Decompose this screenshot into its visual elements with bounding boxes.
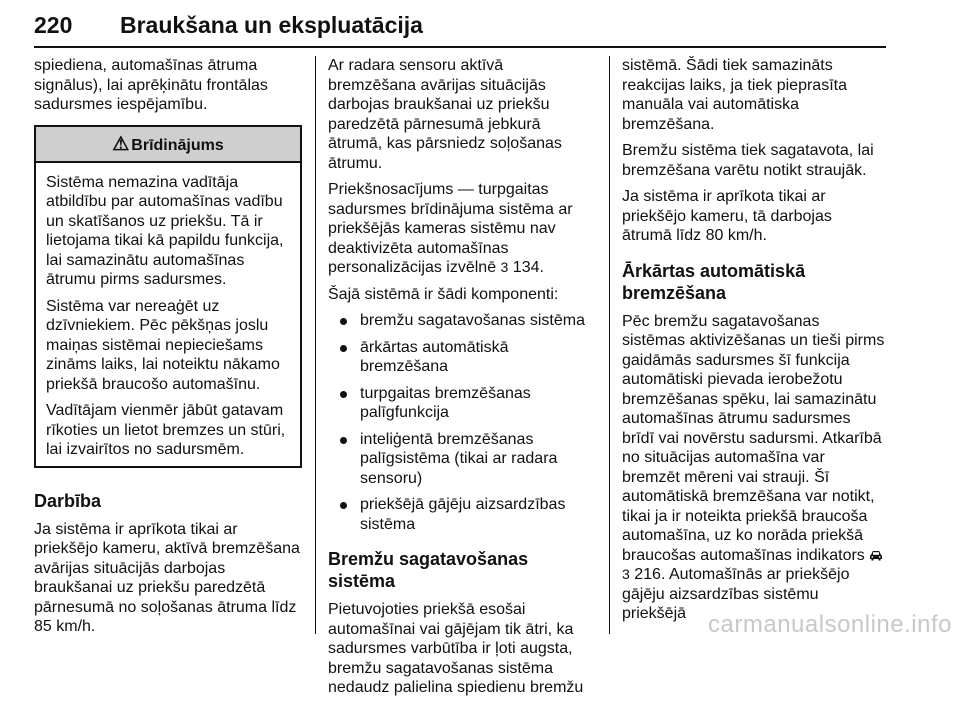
operation-paragraph: Ja sistēma ir aprīkota tikai ar priekšējo kameru, aktīvā bremzēšana avārijas situācijās darbojas braukšanai uz priekšu paredzētā pārnesumā no soļošanas ātruma līdz 85 km/h. (34, 520, 300, 635)
brake-prep-paragraph: Pietuvojoties priekšā esošai automašīnai vai gājējam tik ātri, ka sadursmes varbūtība ir ļoti augsta, bremžu sagatavošanas sistēma nedaudz palielina spiedienu bremžu (328, 601, 584, 696)
brake-ready-paragraph: Bremžu sistēma tiek sagatavota, lai bremzēšana varētu notikt straujāk. (622, 142, 874, 179)
column-divider (315, 56, 316, 634)
list-item: ārkārtas automātiskā bremzēšana (328, 338, 590, 377)
list-item: turpgaitas bremzēšanas palīgfunkcija (328, 384, 590, 423)
list-item: inteliģentā bremzēšanas palīgsistēma (tikai ar radara sensoru) (328, 430, 590, 489)
components-intro: Šajā sistēmā ir šādi komponenti: (328, 285, 559, 303)
radar-paragraph: Ar radara sensoru aktīvā bremzēšana avārijas situācijās darbojas braukšanai uz priekšu paredzētā pārnesumā jebkurā ātrumā, kas pārsniedz soļošanas ātrumu. (328, 57, 562, 172)
warning-title: Brīdinājums (131, 136, 224, 154)
prerequisite-paragraph (328, 180, 590, 278)
section-heading-brake-prep: Bremžu sagatavošanas sistēma (328, 549, 529, 591)
speed-limit-paragraph: Ja sistēma ir aprīkota tikai ar priekšējo kameru, tā darbojas ātrumā līdz 80 km/h. (622, 188, 832, 244)
warning-paragraph: Sistēma var nereaģēt uz dzīvniekiem. Pēc pēkšņas joslu maiņas sistēmai nepieciešams zināms laiks, lai noteiktu nākamo priekšā braucošo automašīnu. (46, 297, 280, 393)
warning-body (36, 163, 300, 466)
emergency-text-continued: 216. Automašīnās ar priekšējo gājēju aizsardzības sistēmu priekšējā (622, 566, 850, 622)
page-header (34, 6, 886, 48)
page-ref[interactable]: 134. (512, 259, 544, 276)
components-list (328, 311, 590, 534)
emergency-braking-paragraph (622, 312, 886, 624)
warning-box (34, 125, 302, 468)
vehicle-ahead-icon (869, 550, 883, 561)
section-heading-operation: Darbība (34, 490, 102, 511)
list-item: priekšējā gājēju aizsardzības sistēma (328, 495, 590, 534)
watermark: carmanualsonline.info (708, 611, 952, 638)
warning-paragraph: Sistēma nemazina vadītāja atbildību par automašīnas vadību un skatīšanos uz priekšu. Tā ir lietojama tikai kā papildu funkcija, lai samazinātu automašīnas ātrumu pirms sadursmes. (46, 173, 284, 288)
continuation-paragraph: sistēmā. Šādi tiek samazināts reakcijas laiks, ja tiek pieprasīta manuāla vai automātiska bremzēšana. (622, 57, 847, 133)
column-divider (609, 56, 610, 634)
column-right (622, 56, 886, 631)
warning-triangle-icon: ⚠ (112, 133, 130, 155)
emergency-text: Pēc bremžu sagatavošanas sistēmas aktivizēšanas un tieši pirms gaidāmās sadursmes šī funkcija automātiski pievada ierobežotu bremzēšanas spēku, lai samazinātu automašīnas ātrumu sadursmes brīdī vai novērstu sadursmi. Atkarībā no situācijas automašīna var bremzēt mēreni vai strauji. Šī automātiskā bremzēšana var notikt, tikai ja ir noteikta priekšā braucoša automašīna, uz ko norāda priekšā braucošas automašīnas indikators (622, 312, 885, 564)
intro-paragraph: spiediena, automašīnas ātruma signālus), lai aprēķinātu frontālas sadursmes iespējamību. (34, 57, 268, 113)
page-title: Braukšana un ekspluatācija (120, 12, 423, 38)
section-heading-emergency-braking: Ārkārtas automātiskā bremzēšana (622, 260, 806, 303)
prerequisite-text: Priekšnosacījums — turpgaitas sadursmes brīdinājuma sistēma ar priekšējās kameras sistēmu nav deaktivizēta automašīnas personalizācijas izvēlnē (328, 181, 573, 276)
warning-paragraph: Vadītājam vienmēr jābūt gatavam rīkoties un lietot bremzes un stūri, lai izvairītos no sadursmēm. (46, 402, 286, 458)
warning-header (36, 127, 300, 163)
page-ref-arrow-icon: 3 (622, 566, 630, 582)
page-number: 220 (34, 12, 73, 38)
list-item: bremžu sagatavošanas sistēma (328, 311, 590, 331)
page-ref-arrow-icon: 3 (500, 259, 509, 275)
column-middle (328, 56, 590, 705)
column-left (34, 56, 302, 644)
